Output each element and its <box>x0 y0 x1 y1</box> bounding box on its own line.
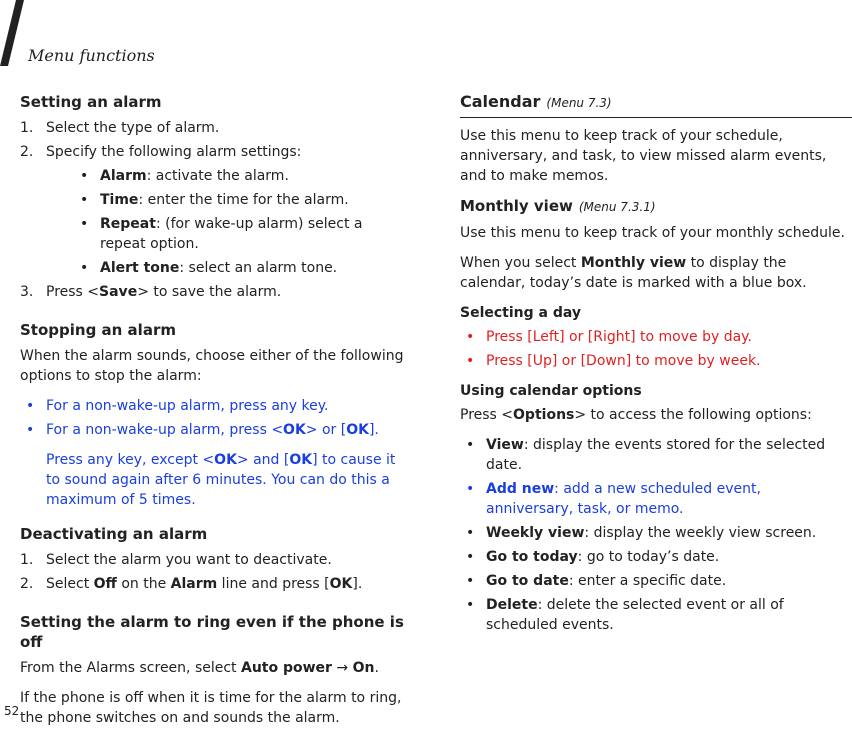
page-header-title: Menu functions <box>28 46 155 65</box>
heading-using-options: Using calendar options <box>460 383 642 399</box>
phone-off-p1: From the Alarms screen, select Auto power → On. <box>20 660 379 676</box>
heading-monthly-view: Monthly view (Menu 7.3.1) <box>460 197 656 215</box>
heading-stopping-alarm: Stopping an alarm <box>20 321 176 339</box>
page-number: 52 <box>4 704 20 718</box>
setting-alarm-steps <box>20 118 412 302</box>
heading-deactivating-alarm: Deactivating an alarm <box>20 525 208 543</box>
list-item: • Go to date: enter a specific date. <box>466 573 727 589</box>
list-item: • Time: enter the time for the alarm. <box>80 192 349 208</box>
stopping-options-list <box>20 396 412 440</box>
list-item: • For a non-wake-up alarm, press any key. <box>26 398 329 414</box>
list-item: • Add new: add a new scheduled event, anniversary, task, or memo. <box>466 481 761 517</box>
step-item: 1. Select the type of alarm. <box>20 120 220 136</box>
calendar-intro: Use this menu to keep track of your schedule, anniversary, and task, to view missed alarm events, and to make memos. <box>460 128 827 184</box>
list-item: • For a non-wake-up alarm, press <OK> or [OK]. <box>26 422 379 438</box>
heading-phone-off: Setting the alarm to ring even if the phone is off <box>20 613 404 651</box>
alarm-settings-list <box>46 166 412 278</box>
snooze-note: Press any key, except <OK> and [OK] to cause it to sound again after 6 minutes. You can do this a maximum of 5 times. <box>46 452 396 508</box>
options-intro: Press <Options> to access the following options: <box>460 407 812 423</box>
heading-setting-alarm: Setting an alarm <box>20 93 162 111</box>
list-item: • Repeat: (for wake-up alarm) select a repeat option. <box>80 216 363 252</box>
calendar-options-list <box>460 435 852 635</box>
list-item: • Press [Left] or [Right] to move by day. <box>466 329 752 345</box>
header-bar-graphic <box>0 0 24 66</box>
selecting-day-list <box>460 327 852 371</box>
right-column <box>460 92 852 645</box>
phone-off-p2: If the phone is off when it is time for the alarm to ring, the phone switches on and sounds the alarm. <box>20 690 402 726</box>
list-item: • Alarm: activate the alarm. <box>80 168 289 184</box>
list-item: • Alert tone: select an alarm tone. <box>80 260 338 276</box>
step-item: 2. Specify the following alarm settings: • Alarm: activate the alarm. • Time: enter the time for the alarm. • Repeat: (for wake-up alarm) select a repeat option. • Alert tone: select an alarm tone. <box>20 142 412 278</box>
monthly-p1: Use this menu to keep track of your monthly schedule. <box>460 225 845 241</box>
step-item: 1. Select the alarm you want to deactivate. <box>20 552 332 568</box>
left-column <box>20 92 412 738</box>
deactivating-steps <box>20 550 412 594</box>
list-item: • Weekly view: display the weekly view screen. <box>466 525 817 541</box>
heading-selecting-day: Selecting a day <box>460 305 582 321</box>
stopping-intro: When the alarm sounds, choose either of the following options to stop the alarm: <box>20 348 404 384</box>
list-item: • Go to today: go to today’s date. <box>466 549 720 565</box>
list-item: • View: display the events stored for the selected date. <box>466 437 826 473</box>
list-item: • Press [Up] or [Down] to move by week. <box>466 353 761 369</box>
monthly-p2: When you select Monthly view to display the calendar, today’s date is marked with a blue box. <box>460 255 807 291</box>
step-item: 3. Press <Save> to save the alarm. <box>20 284 282 300</box>
heading-calendar: Calendar (Menu 7.3) <box>460 92 852 118</box>
step-item: 2. Select Off on the Alarm line and press [OK]. <box>20 576 363 592</box>
list-item: • Delete: delete the selected event or all of scheduled events. <box>466 597 784 633</box>
